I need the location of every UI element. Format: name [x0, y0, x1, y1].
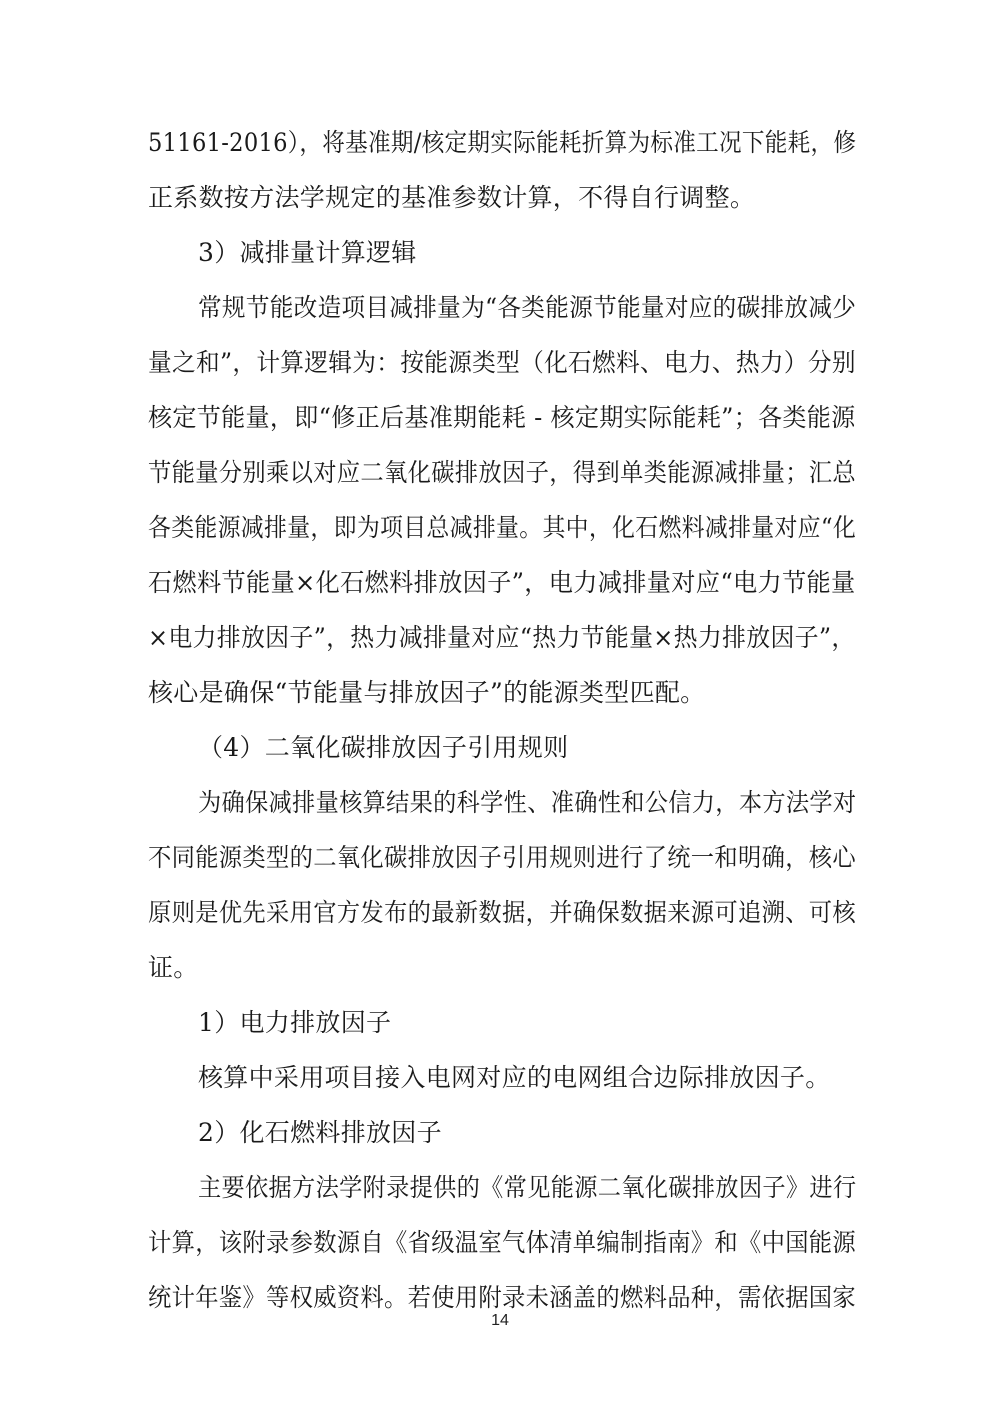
text-line: 核定节能量，即“修正后基准期能耗 - 核定期实际能耗”；各类能源	[148, 403, 856, 432]
text-line: 常规节能改造项目减排量为“各类能源节能量对应的碳排放减少	[198, 293, 857, 322]
text-line: 石燃料节能量×化石燃料排放因子”，电力减排量对应“电力节能量	[148, 568, 856, 597]
text-line: 各类能源减排量，即为项目总减排量。其中，化石燃料减排量对应“化	[148, 513, 857, 542]
page-number: 14	[491, 1312, 509, 1329]
text-line: 正系数按方法学规定的基准参数计算，不得自行调整。	[148, 183, 756, 212]
text-line: 原则是优先采用官方发布的最新数据，并确保数据来源可追溯、可核	[148, 898, 857, 927]
text-line: 不同能源类型的二氧化碳排放因子引用规则进行了统一和明确，核心	[148, 843, 857, 872]
text-line: 量之和”，计算逻辑为：按能源类型（化石燃料、电力、热力）分别	[148, 348, 856, 377]
text-line: 51161-2016），将基准期/核定期实际能耗折算为标准工况下能耗，修	[148, 128, 857, 157]
text-line: 计算，该附录参数源自《省级温室气体清单编制指南》和《中国能源	[148, 1228, 857, 1257]
section-heading: 3）减排量计算逻辑	[198, 238, 417, 267]
text-line: 核算中采用项目接入电网对应的电网组合边际排放因子。	[198, 1063, 831, 1092]
text-line: 为确保减排量核算结果的科学性、准确性和公信力，本方法学对	[198, 788, 857, 817]
section-heading: 1）电力排放因子	[198, 1008, 392, 1037]
text-line: 核心是确保“节能量与排放因子”的能源类型匹配。	[148, 678, 706, 707]
text-line: 证。	[148, 953, 199, 982]
section-heading: 2）化石燃料排放因子	[198, 1118, 442, 1147]
text-line: ×电力排放因子”，热力减排量对应“热力节能量×热力排放因子”，	[148, 623, 856, 652]
text-line: 节能量分别乘以对应二氧化碳排放因子，得到单类能源减排量；汇总	[148, 458, 857, 487]
text-line: 统计年鉴》等权威资料。若使用附录未涵盖的燃料品种，需依据国家	[148, 1283, 857, 1312]
text-line: 主要依据方法学附录提供的《常见能源二氧化碳排放因子》进行	[198, 1173, 857, 1202]
section-heading: （4）二氧化碳排放因子引用规则	[198, 733, 569, 762]
